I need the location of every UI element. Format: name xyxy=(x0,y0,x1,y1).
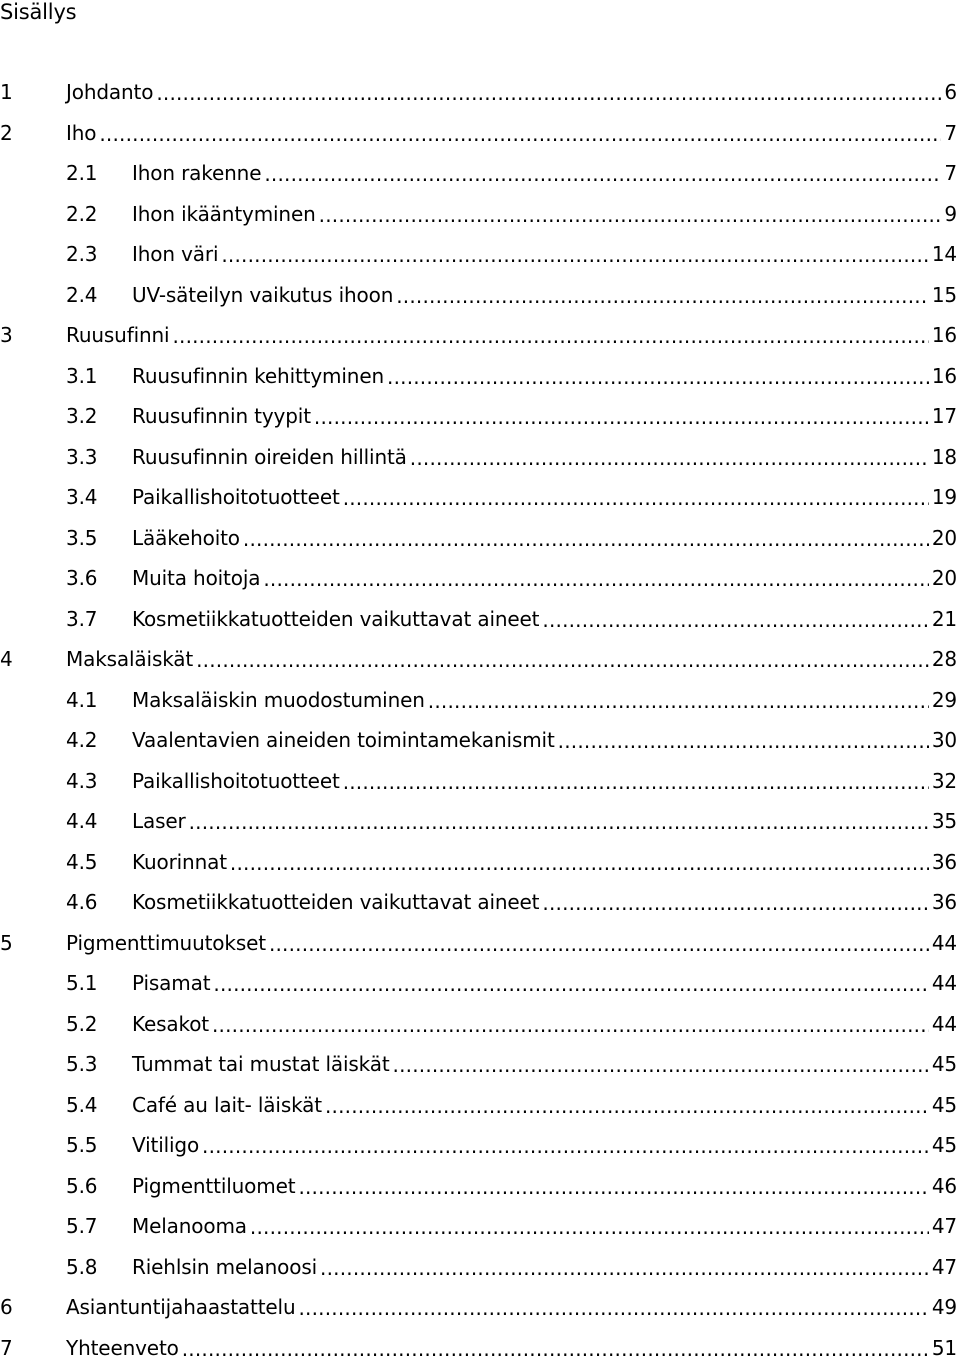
toc-entry-number: 5.7 xyxy=(66,1214,97,1238)
toc-dot-leader xyxy=(250,1215,929,1235)
toc-entry-page: 16 xyxy=(932,323,957,347)
toc-entry[interactable] xyxy=(0,396,957,437)
toc-dot-leader xyxy=(558,729,929,749)
toc-entry-number: 3.7 xyxy=(66,607,97,631)
toc-entry-line xyxy=(132,971,957,995)
toc-entry-line xyxy=(66,1336,957,1360)
toc-entry-page: 45 xyxy=(932,1133,957,1157)
toc-dot-leader xyxy=(319,203,942,223)
toc-entry-page: 35 xyxy=(932,809,957,833)
toc-entry[interactable] xyxy=(0,1328,957,1368)
toc-entry-page: 14 xyxy=(932,242,957,266)
toc-entry-label: Muita hoitoja xyxy=(132,566,260,590)
toc-entry-line xyxy=(132,485,957,509)
toc-dot-leader xyxy=(221,243,928,263)
toc-entry[interactable] xyxy=(0,680,957,721)
toc-entry-number: 4.5 xyxy=(66,850,97,874)
toc-dot-leader xyxy=(196,648,929,668)
toc-entry[interactable] xyxy=(0,720,957,761)
toc-entry[interactable] xyxy=(0,1247,957,1288)
toc-dot-leader xyxy=(263,567,928,587)
toc-entry-line xyxy=(132,161,957,185)
toc-entry[interactable] xyxy=(0,275,957,316)
toc-entry[interactable] xyxy=(0,153,957,194)
toc-entry-page: 30 xyxy=(932,728,957,752)
toc-entry-label: Ihon rakenne xyxy=(132,161,261,185)
toc-entry-label: UV-säteilyn vaikutus ihoon xyxy=(132,283,393,307)
toc-entry-line xyxy=(132,1052,957,1076)
toc-entry-number: 2.4 xyxy=(66,283,97,307)
toc-entry-line xyxy=(132,607,957,631)
toc-entry-number: 5.8 xyxy=(66,1255,97,1279)
toc-entry-page: 28 xyxy=(932,647,957,671)
toc-entry-page: 18 xyxy=(932,445,957,469)
toc-entry[interactable] xyxy=(0,801,957,842)
toc-entry-page: 49 xyxy=(932,1295,957,1319)
toc-entry-page: 17 xyxy=(932,404,957,428)
toc-entry-label: Ihon väri xyxy=(132,242,218,266)
toc-entry-line xyxy=(132,242,957,266)
toc-entry[interactable] xyxy=(0,518,957,559)
toc-entry-number: 1 xyxy=(0,80,13,104)
toc-entry-label: Maksaläiskin muodostuminen xyxy=(132,688,425,712)
toc-entry-label: Asiantuntijahaastattelu xyxy=(66,1295,295,1319)
toc-entry-page: 7 xyxy=(944,121,957,145)
toc-entry-page: 20 xyxy=(932,526,957,550)
toc-dot-leader xyxy=(298,1175,928,1195)
toc-entry[interactable] xyxy=(0,923,957,964)
toc-dot-leader xyxy=(298,1296,928,1316)
toc-entry-number: 5.3 xyxy=(66,1052,97,1076)
toc-entry-label: Kuorinnat xyxy=(132,850,227,874)
toc-entry-number: 3 xyxy=(0,323,13,347)
toc-dot-leader xyxy=(212,1013,929,1033)
toc-entry-label: Maksaläiskät xyxy=(66,647,193,671)
toc-entry-page: 15 xyxy=(932,283,957,307)
toc-entry[interactable] xyxy=(0,639,957,680)
toc-entry-label: Paikallishoitotuotteet xyxy=(132,769,340,793)
toc-entry[interactable] xyxy=(0,72,957,113)
toc-entry-label: Kesakot xyxy=(132,1012,209,1036)
toc-entry-line xyxy=(132,364,957,388)
table-of-contents xyxy=(0,72,957,1368)
toc-entry-label: Pigmenttimuutokset xyxy=(66,931,266,955)
toc-dot-leader xyxy=(243,527,929,547)
toc-entry-number: 3.3 xyxy=(66,445,97,469)
toc-entry-number: 3.2 xyxy=(66,404,97,428)
toc-entry-page: 9 xyxy=(944,202,957,226)
toc-entry-line xyxy=(132,809,957,833)
toc-entry-number: 5.5 xyxy=(66,1133,97,1157)
toc-entry-number: 2.2 xyxy=(66,202,97,226)
toc-entry-label: Lääkehoito xyxy=(132,526,240,550)
toc-entry-label: Paikallishoitotuotteet xyxy=(132,485,340,509)
toc-entry-label: Laser xyxy=(132,809,186,833)
toc-entry-line xyxy=(132,283,957,307)
toc-entry[interactable] xyxy=(0,963,957,1004)
toc-entry-number: 4.3 xyxy=(66,769,97,793)
toc-dot-leader xyxy=(410,446,929,466)
toc-entry-line xyxy=(132,566,957,590)
toc-entry-number: 4.6 xyxy=(66,890,97,914)
toc-entry-page: 6 xyxy=(944,80,957,104)
toc-entry[interactable] xyxy=(0,1287,957,1328)
toc-entry-line xyxy=(132,1093,957,1117)
toc-entry-number: 4.2 xyxy=(66,728,97,752)
toc-entry-label: Melanooma xyxy=(132,1214,247,1238)
toc-dot-leader xyxy=(156,81,941,101)
toc-entry-line xyxy=(132,1012,957,1036)
toc-entry-line xyxy=(132,445,957,469)
toc-entry-number: 5.2 xyxy=(66,1012,97,1036)
toc-dot-leader xyxy=(325,1094,929,1114)
toc-dot-leader xyxy=(189,810,929,830)
toc-entry[interactable] xyxy=(0,1004,957,1045)
toc-dot-leader xyxy=(269,932,929,952)
toc-entry-label: Pisamat xyxy=(132,971,210,995)
toc-entry-number: 4.4 xyxy=(66,809,97,833)
toc-entry-page: 21 xyxy=(932,607,957,631)
toc-entry[interactable] xyxy=(0,315,957,356)
toc-entry[interactable] xyxy=(0,882,957,923)
toc-entry-label: Tummat tai mustat läiskät xyxy=(132,1052,390,1076)
toc-dot-leader xyxy=(393,1053,929,1073)
toc-entry-number: 5.1 xyxy=(66,971,97,995)
toc-entry-page: 29 xyxy=(932,688,957,712)
toc-entry[interactable] xyxy=(0,234,957,275)
toc-entry-number: 3.6 xyxy=(66,566,97,590)
toc-entry-line xyxy=(66,323,957,347)
toc-dot-leader xyxy=(320,1256,929,1276)
toc-entry-line xyxy=(132,728,957,752)
toc-entry[interactable] xyxy=(0,1044,957,1085)
toc-entry-label: Kosmetiikkatuotteiden vaikuttavat aineet xyxy=(132,890,539,914)
toc-entry-line xyxy=(132,526,957,550)
toc-entry-number: 5 xyxy=(0,931,13,955)
toc-entry-page: 16 xyxy=(932,364,957,388)
toc-entry-page: 44 xyxy=(932,931,957,955)
toc-entry-line xyxy=(132,688,957,712)
toc-entry[interactable] xyxy=(0,842,957,883)
toc-heading: Sisällys xyxy=(0,0,76,24)
toc-entry-page: 20 xyxy=(932,566,957,590)
toc-entry-line xyxy=(132,850,957,874)
toc-entry[interactable] xyxy=(0,1085,957,1126)
toc-entry-label: Vaalentavien aineiden toimintamekanismit xyxy=(132,728,555,752)
toc-entry-label: Ihon ikääntyminen xyxy=(132,202,316,226)
toc-entry-number: 3.4 xyxy=(66,485,97,509)
toc-dot-leader xyxy=(396,284,929,304)
toc-entry-number: 6 xyxy=(0,1295,13,1319)
toc-dot-leader xyxy=(213,972,928,992)
toc-entry[interactable] xyxy=(0,1125,957,1166)
toc-entry-page: 45 xyxy=(932,1052,957,1076)
toc-entry[interactable] xyxy=(0,558,957,599)
toc-entry[interactable] xyxy=(0,1206,957,1247)
toc-entry-line xyxy=(66,121,957,145)
toc-entry-number: 3.1 xyxy=(66,364,97,388)
toc-entry-line xyxy=(66,931,957,955)
toc-dot-leader xyxy=(202,1134,929,1154)
toc-entry-page: 44 xyxy=(932,1012,957,1036)
toc-dot-leader xyxy=(264,162,941,182)
toc-dot-leader xyxy=(172,324,928,344)
toc-dot-leader xyxy=(542,891,928,911)
toc-entry-page: 51 xyxy=(932,1336,957,1360)
toc-entry-label: Ruusufinni xyxy=(66,323,169,347)
toc-entry[interactable] xyxy=(0,356,957,397)
toc-entry-label: Vitiligo xyxy=(132,1133,199,1157)
toc-entry-number: 2.3 xyxy=(66,242,97,266)
toc-dot-leader xyxy=(343,770,929,790)
toc-entry[interactable] xyxy=(0,761,957,802)
toc-entry[interactable] xyxy=(0,599,957,640)
toc-entry[interactable] xyxy=(0,194,957,235)
toc-dot-leader xyxy=(314,405,929,425)
toc-entry-page: 36 xyxy=(932,850,957,874)
toc-dot-leader xyxy=(343,486,929,506)
toc-entry-number: 4 xyxy=(0,647,13,671)
toc-dot-leader xyxy=(542,608,928,628)
toc-dot-leader xyxy=(230,851,929,871)
toc-entry[interactable] xyxy=(0,113,957,154)
toc-entry-number: 4.1 xyxy=(66,688,97,712)
toc-entry-label: Iho xyxy=(66,121,96,145)
toc-entry-number: 2 xyxy=(0,121,13,145)
toc-entry-label: Yhteenveto xyxy=(66,1336,179,1360)
toc-entry-label: Riehlsin melanoosi xyxy=(132,1255,317,1279)
toc-entry-page: 46 xyxy=(932,1174,957,1198)
toc-entry-label: Pigmenttiluomet xyxy=(132,1174,295,1198)
toc-entry-number: 5.4 xyxy=(66,1093,97,1117)
toc-entry-page: 44 xyxy=(932,971,957,995)
toc-dot-leader xyxy=(387,365,929,385)
toc-entry-number: 3.5 xyxy=(66,526,97,550)
toc-entry-line xyxy=(132,404,957,428)
toc-entry-line xyxy=(132,1133,957,1157)
toc-entry-line xyxy=(132,202,957,226)
toc-entry-number: 5.6 xyxy=(66,1174,97,1198)
toc-entry-line xyxy=(132,769,957,793)
toc-entry-label: Café au lait- läiskät xyxy=(132,1093,322,1117)
toc-entry-page: 19 xyxy=(932,485,957,509)
toc-entry[interactable] xyxy=(0,437,957,478)
toc-entry-line xyxy=(132,1255,957,1279)
toc-entry-number: 7 xyxy=(0,1336,13,1360)
toc-entry-line xyxy=(66,80,957,104)
toc-entry-label: Ruusufinnin tyypit xyxy=(132,404,311,428)
toc-entry-line xyxy=(132,890,957,914)
toc-dot-leader xyxy=(428,689,929,709)
toc-entry-page: 7 xyxy=(944,161,957,185)
toc-entry-page: 47 xyxy=(932,1214,957,1238)
toc-entry[interactable] xyxy=(0,477,957,518)
toc-entry-label: Ruusufinnin kehittyminen xyxy=(132,364,384,388)
toc-entry-line xyxy=(132,1214,957,1238)
toc-entry-line xyxy=(66,647,957,671)
toc-dot-leader xyxy=(99,122,941,142)
toc-entry-page: 47 xyxy=(932,1255,957,1279)
toc-entry-label: Johdanto xyxy=(66,80,153,104)
toc-entry-label: Kosmetiikkatuotteiden vaikuttavat aineet xyxy=(132,607,539,631)
toc-entry-page: 32 xyxy=(932,769,957,793)
toc-entry-page: 45 xyxy=(932,1093,957,1117)
toc-entry-line xyxy=(132,1174,957,1198)
toc-entry[interactable] xyxy=(0,1166,957,1207)
toc-entry-label: Ruusufinnin oireiden hillintä xyxy=(132,445,407,469)
toc-entry-line xyxy=(66,1295,957,1319)
toc-entry-number: 2.1 xyxy=(66,161,97,185)
toc-entry-page: 36 xyxy=(932,890,957,914)
toc-dot-leader xyxy=(182,1337,929,1357)
